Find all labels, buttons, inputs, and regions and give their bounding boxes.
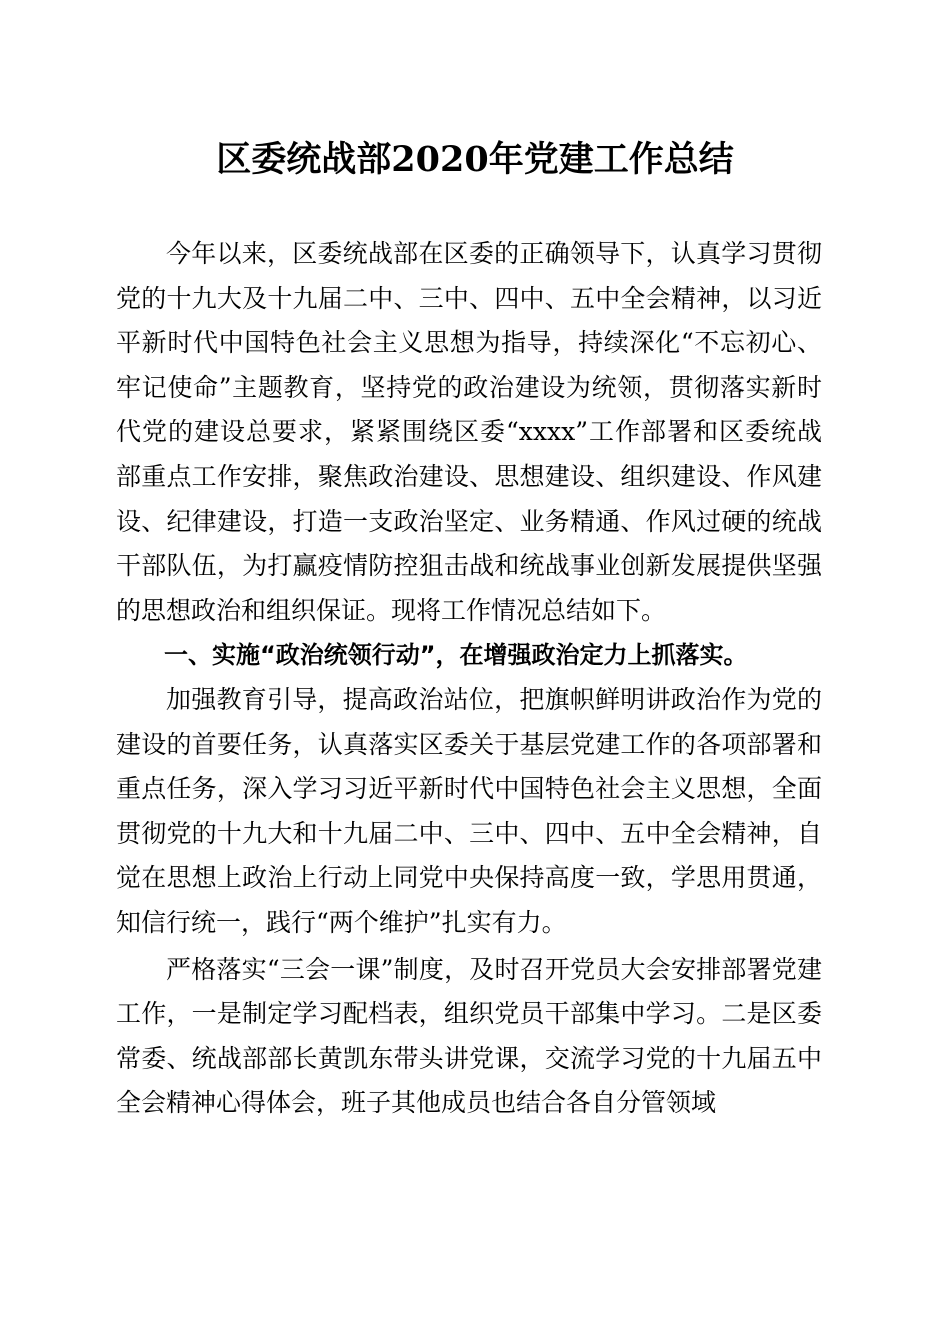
body-paragraph: 严格落实“三会一课”制度，及时召开党员大会安排部署党建工作，一是制定学习配档表，组织党员干部集中学习。二是区委常委、统战部部长黄凯东带头讲党课，交流学习党的十九届五中全会精神心得体会，班子其他成员也结合各自分管领域 <box>116 954 822 1118</box>
body-paragraph: 加强教育引导，提高政治站位，把旗帜鲜明讲政治作为党的建设的首要任务，认真落实区委关于基层党建工作的各项部署和重点任务，深入学习习近平新时代中国特色社会主义思想，全面贯彻党的十九大和十九届二中、三中、四中、五中全会精神，自觉在思想上政治上行动上同党中央保持高度一致，学思用贯通，知信行统一，践行“两个维护”扎实有力。 <box>116 684 822 937</box>
intro-paragraph: 今年以来，区委统战部在区委的正确领导下，认真学习贯彻党的十九大及十九届二中、三中、四中、五中全会精神，以习近平新时代中国特色社会主义思想为指导，持续深化“不忘初心、牢记使命”主题教育，坚持党的政治建设为统领，贯彻落实新时代党的建设总要求，紧紧围绕区委“xxxx”工作部署和区委统战部重点工作安排，聚焦政治建设、思想建设、组织建设、作风建设、纪律建设，打造一支政治坚定、业务精通、作风过硬的统战干部队伍，为打赢疫情防控狙击战和统战事业创新发展提供坚强的思想政治和组织保证。现将工作情况总结如下。 <box>116 239 822 625</box>
document-title: 区委统战部2020年党建工作总结 <box>216 139 734 180</box>
document-body <box>116 232 822 1126</box>
section-heading: 一、实施“政治统领行动”，在增强政治定力上抓落实。 <box>164 641 748 670</box>
